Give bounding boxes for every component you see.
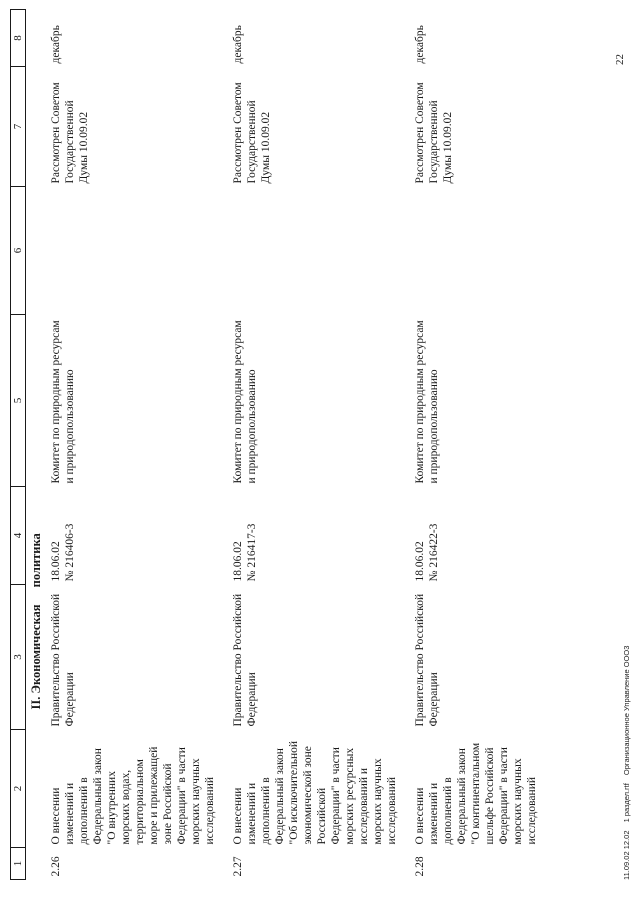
header-cell: 8	[11, 10, 26, 67]
header-cell: 2	[11, 730, 26, 848]
table-row	[409, 10, 549, 880]
bill-committee: Комитет по природным ресурсам и природопользованию	[50, 320, 76, 484]
bill-initiator: Правительство Российской Федерации	[414, 593, 440, 727]
bill-date: 18.06.02	[50, 541, 62, 582]
bill-number: № 216406-3	[64, 523, 76, 582]
bill-term: декабрь	[414, 25, 426, 64]
header-cell: 5	[11, 315, 26, 487]
header-cell: 1	[11, 848, 26, 880]
bill-committee: Комитет по природным ресурсам и природопользованию	[414, 320, 440, 484]
table-row	[45, 10, 227, 880]
table-header-row	[11, 10, 26, 880]
section-word: Экономическая	[29, 604, 43, 694]
bill-col6	[409, 187, 549, 315]
bill-registration	[45, 487, 227, 585]
header-cell: 3	[11, 585, 26, 730]
row-number: 2.26	[50, 856, 62, 877]
bills-table	[10, 9, 549, 880]
row-number: 2.27	[232, 856, 244, 877]
section-heading-row	[26, 10, 46, 880]
footer-org: Организационное Управление ООО3	[622, 645, 631, 776]
bill-initiator: Правительство Российской Федерации	[232, 593, 258, 727]
page-number: 22	[614, 54, 626, 65]
bill-status: Рассмотрен Советом Государственной Думы 10.09.02	[50, 82, 90, 184]
section-word: политика	[29, 533, 43, 588]
footer-stamp: 11.09.02 12.02	[622, 830, 631, 880]
bill-col6	[45, 187, 227, 315]
bill-status: Рассмотрен Советом Государственной Думы 10.09.02	[232, 82, 272, 184]
bill-number: № 216422-3	[428, 523, 440, 582]
bill-registration	[409, 487, 549, 585]
header-cell: 7	[11, 67, 26, 187]
footer-doc: 1 раздел.rtf	[622, 783, 631, 823]
bill-title: О внесении изменений и дополнений в Федеральный закон "О континентальном шельфе Российской Федерации" в части морских научных исследований	[414, 742, 538, 845]
bill-title: О внесении изменений и дополнений в Федеральный закон "О внутренних морских водах, территориальном море и прилежащей зоне Российской Федерации" в части морских научных исследований	[50, 746, 216, 845]
section-number: II.	[29, 696, 43, 710]
bill-date: 18.06.02	[414, 541, 426, 582]
footer-file-info	[622, 646, 631, 880]
bill-date: 18.06.02	[232, 541, 244, 582]
bill-col6	[227, 187, 409, 315]
bill-committee: Комитет по природным ресурсам и природопользованию	[232, 320, 258, 484]
header-cell: 4	[11, 487, 26, 585]
bill-term: декабрь	[232, 25, 244, 64]
section-heading	[26, 10, 46, 880]
header-cell: 6	[11, 187, 26, 315]
table-row	[227, 10, 409, 880]
bill-number: № 216417-3	[246, 523, 258, 582]
bill-term: декабрь	[50, 25, 62, 64]
bill-title: О внесении изменений и дополнений в Федеральный закон "Об исключительной экономической зоне Российской Федерации" в части морских ресурсных исследований и морских научных исследований	[232, 740, 398, 845]
bill-initiator: Правительство Российской Федерации	[50, 593, 76, 727]
bill-status: Рассмотрен Советом Государственной Думы 10.09.02	[414, 82, 454, 184]
row-number: 2.28	[414, 856, 426, 877]
bill-registration	[227, 487, 409, 585]
